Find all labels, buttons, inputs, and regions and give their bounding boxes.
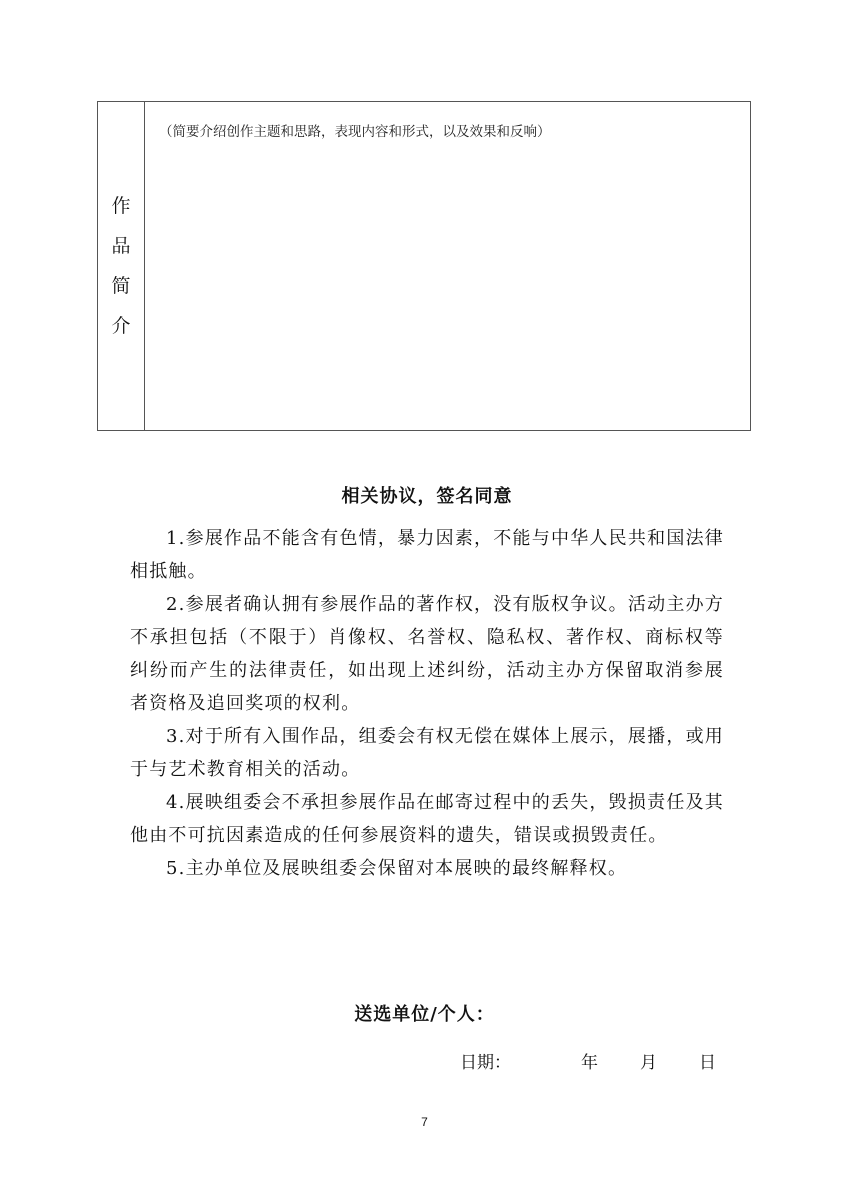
page-number: 7 bbox=[421, 1115, 428, 1129]
date-year: 年 bbox=[581, 1053, 598, 1073]
agreement-clause: 2.参展者确认拥有参展作品的著作权，没有版权争议。活动主办方不承担包括（不限于）肖像权、名誉权、隐私权、著作权、商标权等纠纷而产生的法律责任，如出现上述纠纷，活动主办方保留取消参展者资格及追回奖项的权利。 bbox=[130, 594, 724, 714]
work-intro-hint: （简要介绍创作主题和思路，表现内容和形式，以及效果和反响） bbox=[159, 124, 551, 140]
label-char: 品 bbox=[111, 235, 131, 257]
agreement-clause: 3.对于所有入围作品，组委会有权无偿在媒体上展示，展播，或用于与艺术教育相关的活动。 bbox=[130, 726, 724, 780]
work-intro-table bbox=[97, 101, 751, 431]
agreement-clause: 4.展映组委会不承担参展作品在邮寄过程中的丢失，毁损责任及其他由不可抗因素造成的任何参展资料的遗失，错误或损毁责任。 bbox=[130, 792, 724, 846]
date-month: 月 bbox=[640, 1053, 657, 1073]
agreement-clause: 1.参展作品不能含有色情，暴力因素，不能与中华人民共和国法律相抵触。 bbox=[130, 528, 724, 582]
label-char: 作 bbox=[111, 195, 131, 217]
date-line bbox=[460, 1048, 716, 1073]
label-char: 介 bbox=[111, 315, 131, 337]
submitting-unit-label: 送选单位/个人： bbox=[354, 1004, 495, 1025]
agreement-clause: 5.主办单位及展映组委会保留对本展映的最终解释权。 bbox=[166, 858, 628, 879]
date-label: 日期： bbox=[460, 1053, 511, 1073]
agreement-title: 相关协议，签名同意 bbox=[341, 486, 513, 507]
label-char: 简 bbox=[111, 275, 131, 297]
date-day: 日 bbox=[699, 1053, 716, 1073]
work-intro-label bbox=[98, 102, 145, 430]
signature-section bbox=[0, 1000, 849, 1073]
work-intro-input-area[interactable] bbox=[145, 102, 750, 430]
agreement-section bbox=[130, 482, 724, 885]
